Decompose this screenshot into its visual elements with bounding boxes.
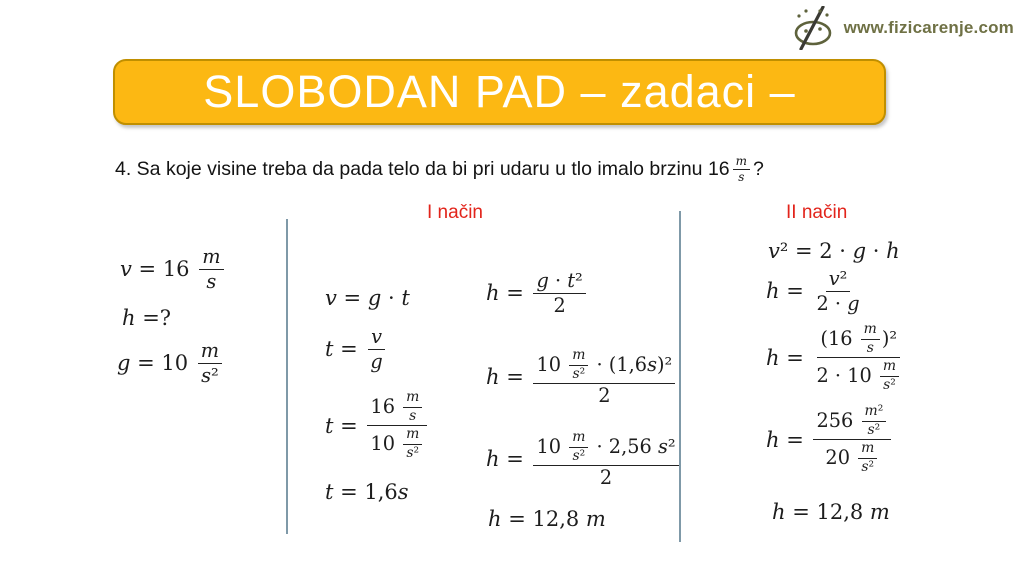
divider-line-right xyxy=(679,211,681,542)
problem-question-mark: ? xyxy=(752,158,764,181)
problem-text: 4. Sa koje visine treba da pada telo da bi pri udaru u tlo imalo brzinu 16 xyxy=(115,158,730,181)
site-logo xyxy=(787,6,1014,50)
equation-m2-h-computed: h = 256 m ² s ² 20 m s ² xyxy=(766,404,894,475)
equation-m1-h-formula: h = g · t ² 2 xyxy=(486,270,589,316)
equation-m1-t-v-over-g: t = $\frac{v}{g}$ xyxy=(325,326,389,372)
equation-m1-v-gt: v = g · t xyxy=(325,286,410,310)
equation-given-gravity: g = 10 m s ² xyxy=(117,340,225,386)
equation-given-height-unknown: h =? xyxy=(122,306,172,330)
divider-line-left xyxy=(286,219,288,534)
equation-m1-h-result: h = 12,8 m xyxy=(488,507,606,531)
problem-unit-fraction: $\frac{m}{s}$ xyxy=(730,155,753,185)
equation-m1-t-result: t = 1,6 s xyxy=(325,480,409,504)
method-1-header: I način xyxy=(427,202,483,223)
problem-statement xyxy=(115,155,764,185)
equation-m2-v2-formula: v ² = 2 · g · h xyxy=(768,239,900,263)
equation-m2-h-formula: h = v ² 2 · g xyxy=(766,267,860,315)
equation-m1-t-substituted: t = 16 $\frac{m}{s}$ 10 m s ² xyxy=(325,390,430,461)
equation-m2-h-substituted: h = (16 $\frac{m}{s}$ )² 2 · 10 m s ² xyxy=(766,322,907,393)
logo-url-text: www.fizicarenje.com xyxy=(843,18,1014,37)
equation-m1-h-substituted: h = 10 m s ² · (1,6 s )² 2 xyxy=(486,348,678,407)
slide-title: SLOBODAN PAD – zadaci – xyxy=(203,66,796,117)
equation-m2-h-result: h = 12,8 m xyxy=(772,500,890,524)
equation-given-velocity: v = 16 $\frac{m}{s}$ xyxy=(120,246,227,292)
method-2-header: II način xyxy=(786,202,848,223)
equation-m1-h-computed: h = 10 m s ² · 2,56 s ² 2 xyxy=(486,430,682,489)
title-banner xyxy=(113,59,886,125)
fizicarenje-phi-icon xyxy=(787,6,841,50)
